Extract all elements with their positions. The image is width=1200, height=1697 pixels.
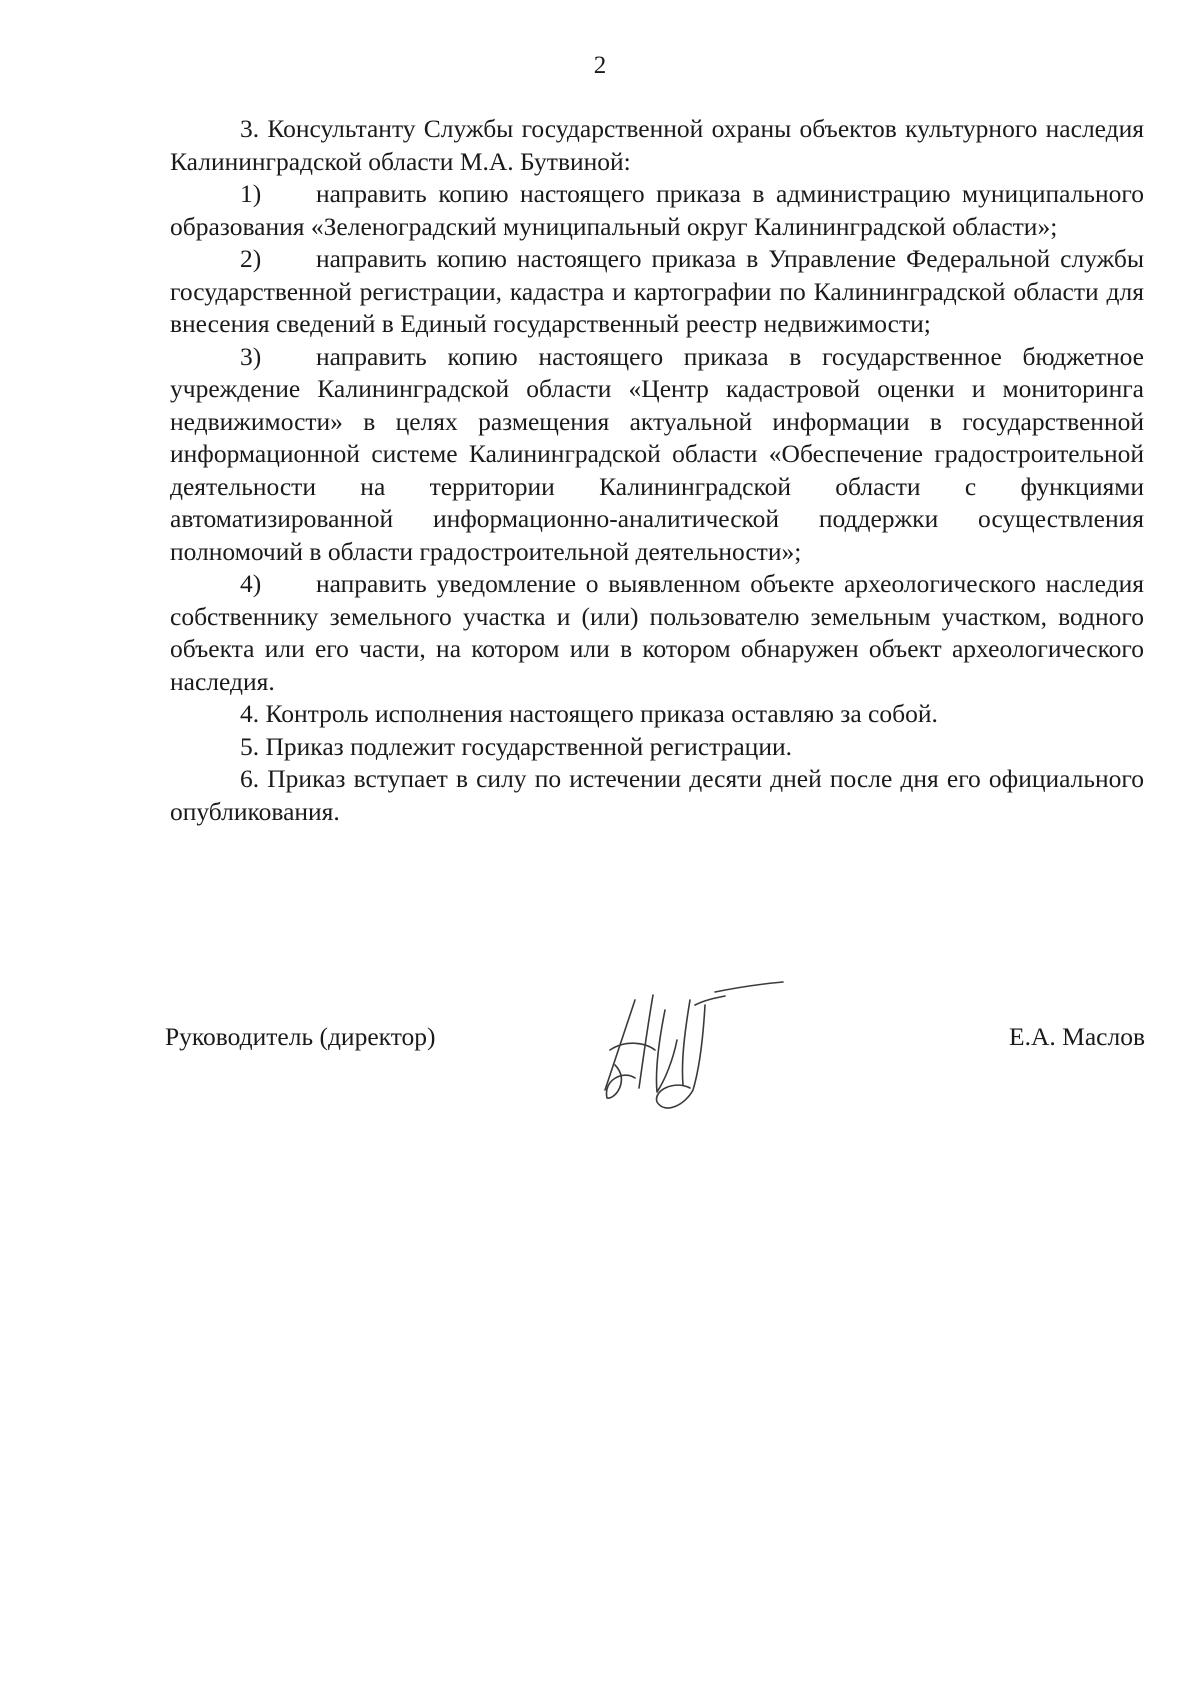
signatory-name: Е.А. Маслов: [1009, 1022, 1145, 1051]
subitem-1-text: направить копию настоящего приказа в администрацию муниципального образования «Зеленоградский муниципальный округ Калининградской области»;: [170, 179, 1144, 241]
document-body: [170, 113, 1144, 828]
paragraph-4: 4. Контроль исполнения настоящего приказа оставляю за собой.: [240, 699, 938, 728]
subitem-3-text: направить копию настоящего приказа в государственное бюджетное учреждение Калининградской области «Центр кадастровой оценки и мониторинга недвижимости» в целях размещения актуальной информации в государственной информационной системе Калининградской области «Обеспечение градостроительной деятельности на территории Калининградской области с функциями автоматизированной информационно-аналитической поддержки осуществления полномочий в области градостроительной деятельности»;: [170, 341, 1144, 566]
subitem-1: [170, 178, 1144, 243]
subitem-3-number: 3): [240, 341, 262, 371]
signatory-title: Руководитель (директор): [165, 1022, 436, 1051]
subitem-4: [170, 568, 1144, 698]
paragraph-3: 3. Консультанту Службы государственной охраны объектов культурного наследия Калининградской области М.А. Бутвиной:: [170, 114, 1144, 176]
page-number: 2: [593, 52, 607, 79]
paragraph-6: 6. Приказ вступает в силу по истечении десяти дней после дня его официального опубликования.: [170, 764, 1144, 826]
subitem-3: [170, 341, 1144, 569]
paragraph-5: 5. Приказ подлежит государственной регистрации.: [240, 731, 792, 761]
subitem-2-text: направить копию настоящего приказа в Управление Федеральной службы государственной регистрации, кадастра и картографии по Калининградской области для внесения сведений в Единый государственный реестр недвижимости;: [170, 244, 1144, 338]
subitem-2-number: 2): [240, 244, 262, 273]
subitem-4-number: 4): [240, 569, 262, 598]
subitem-4-text: направить уведомление о выявленном объекте археологического наследия собственнику земельного участка и (или) пользователю земельным участком, водного объекта или его части, на котором или в котором обнаружен объект археологического наследия.: [170, 569, 1144, 696]
subitem-1-number: 1): [240, 179, 262, 208]
subitem-2: [170, 243, 1144, 341]
handwritten-signature: [595, 970, 795, 1130]
